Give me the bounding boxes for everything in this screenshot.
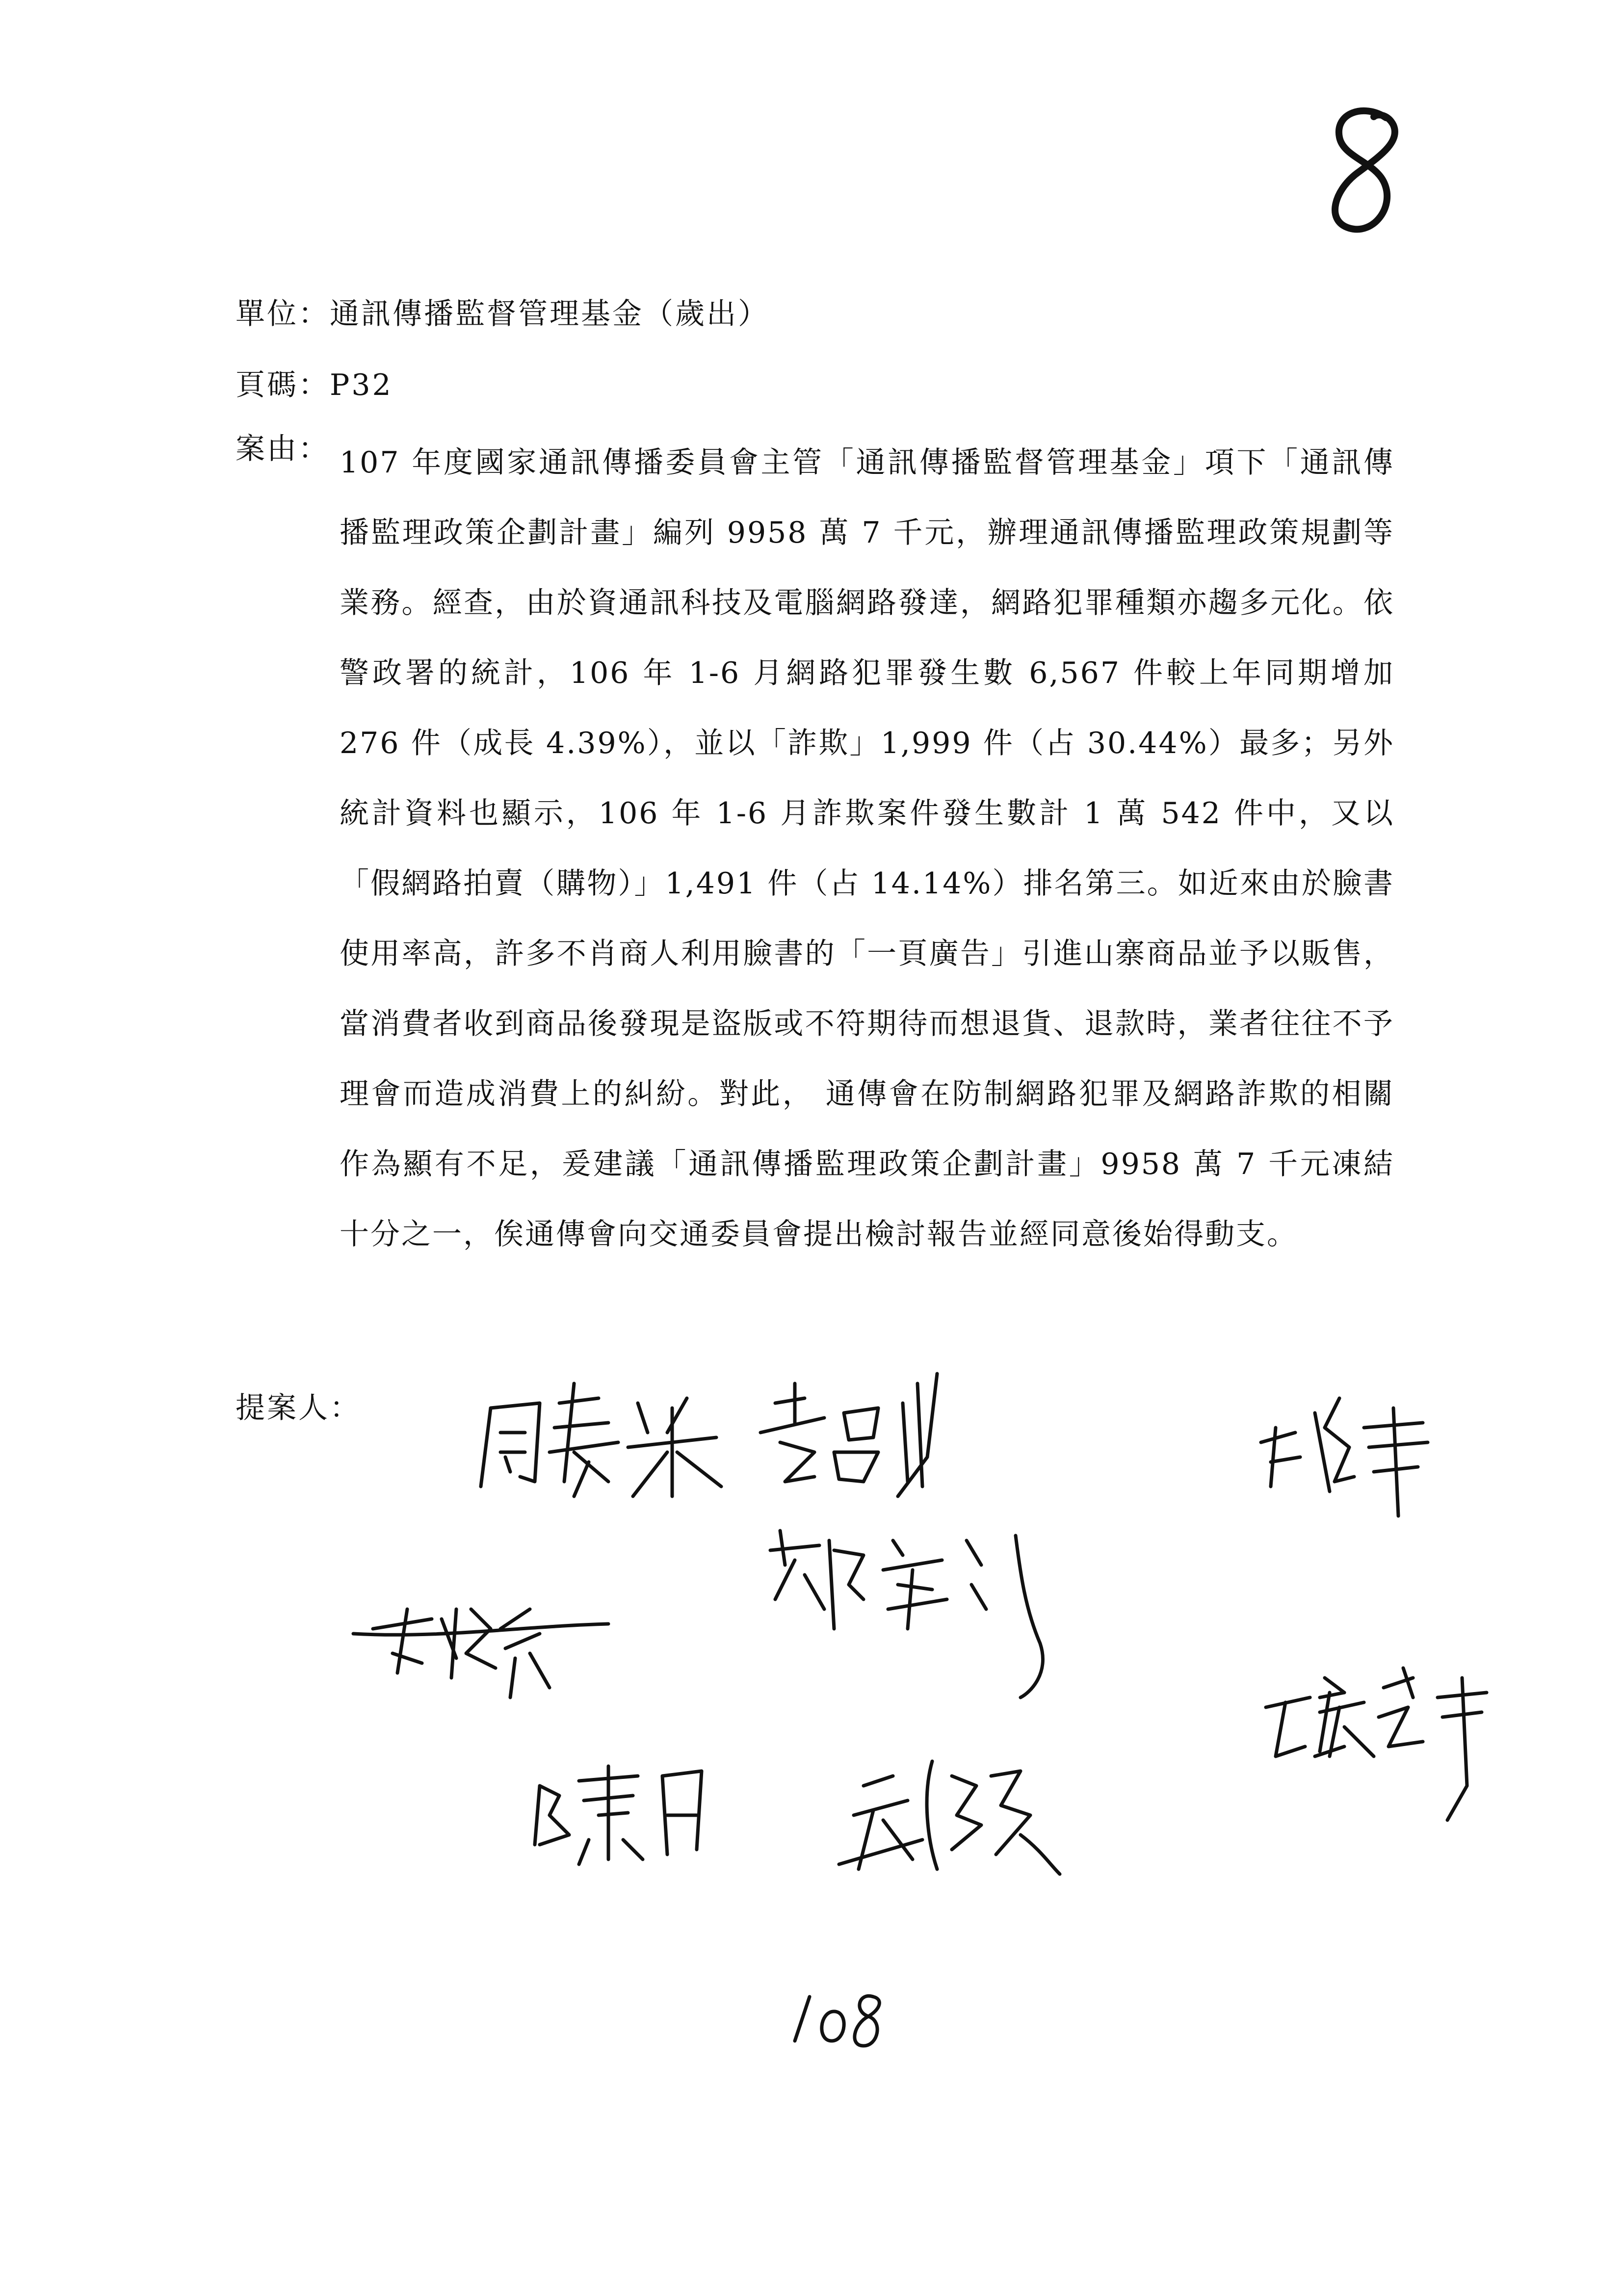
signature-1 [481, 1383, 721, 1496]
signature-9 [1315, 1693, 1344, 1756]
signature-2 [760, 1374, 937, 1496]
signature-6 [1266, 1668, 1487, 1820]
case-label: 案由： [236, 432, 330, 466]
signature-4 [353, 1609, 608, 1697]
handwritten-page-number [785, 1982, 893, 2061]
proposer-signatures [343, 1354, 1580, 1884]
signature-scribbles [343, 1354, 1580, 1884]
signature-5 [770, 1531, 1043, 1697]
page-reference-field: 頁碼：P32 [236, 368, 393, 402]
handwritten-number-8 [1300, 98, 1418, 245]
signature-3 [1261, 1398, 1428, 1516]
case-description: 107 年度國家通訊傳播委員會主管「通訊傳播監督管理基金」項下「通訊傳播監理政策企劃計畫」編列 9958 萬 7 千元，辦理通訊傳播監理政策規劃等業務。經查，由於資通訊科技及電腦網路發達，網路犯罪種類亦趨多元化。依警政署的統計，106 年 1-6 月網路犯罪發生數 6,567 件較上年同期增加 276 件（成長 4.39%），並以「詐欺」1,999 件（占 30.44%）最多；另外統計資料也顯示，106 年 1-6 月詐欺案件發生數計 1 萬 542 件中，又以「假網路拍賣（購物）」1,491 件（占 14.14%）排名第三。如近來由於臉書使用率高，許多不肖商人利用臉書的「一頁廣告」引進山寨商品並予以販售，當消費者收到商品後發現是盜版或不符期待而想退貨、退款時，業者往往不予理會而造成消費上的糾紛。對此， 通傳會在防制網路犯罪及網路詐欺的相關作為顯有不足，爰建議「通訊傳播監理政策企劃計畫」9958 萬 7 千元凍結十分之一，俟通傳會向交通委員會提出檢討報告並經同意後始得動支。 [340, 445, 1394, 1252]
handwritten-number-8-drawing [1300, 98, 1418, 245]
signature-8 [839, 1761, 1060, 1874]
handwritten-page-number-drawing [785, 1982, 893, 2061]
proposer-label: 提案人： [236, 1391, 361, 1425]
unit-field: 單位：通訊傳播監督管理基金（歲出） [236, 297, 769, 331]
signature-7 [535, 1766, 702, 1864]
